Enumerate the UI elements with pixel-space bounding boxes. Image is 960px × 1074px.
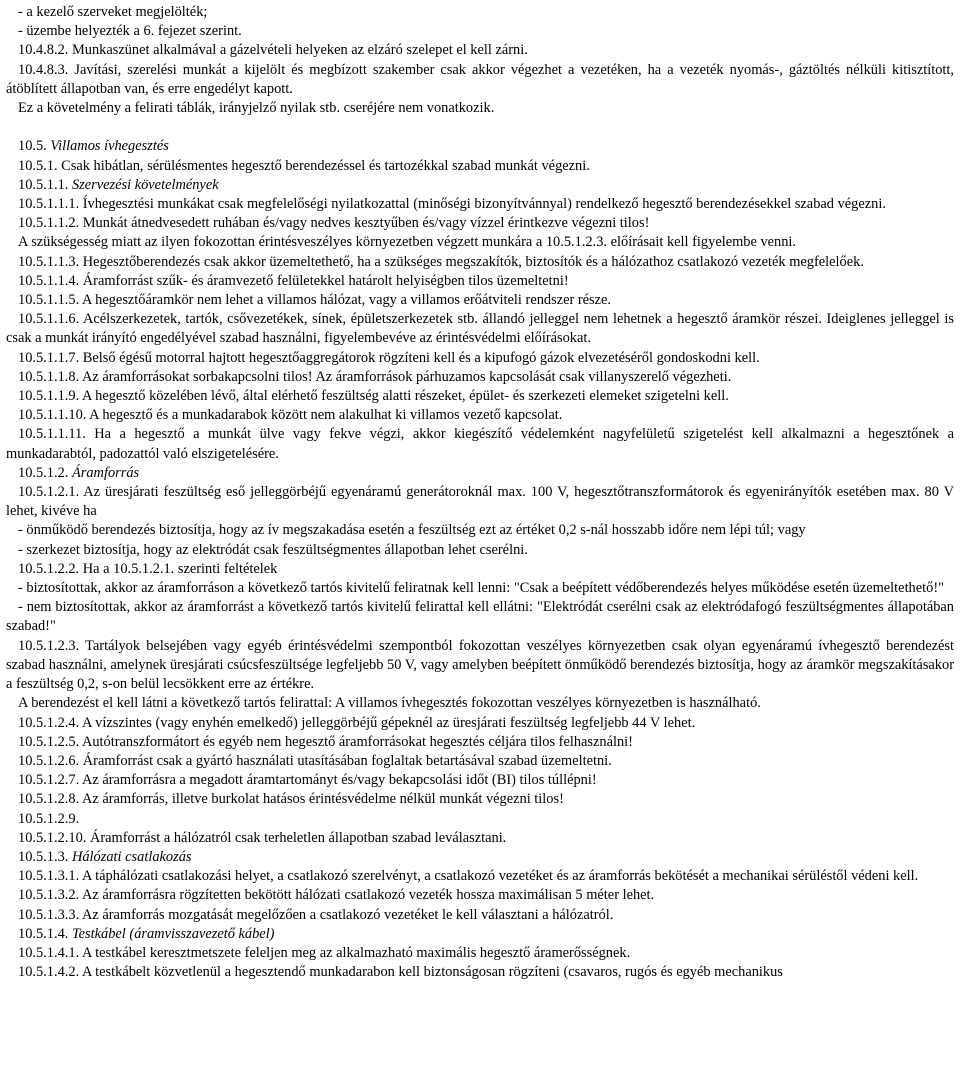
- paragraph-p25: - szerkezet biztosítja, hogy az elektródát csak feszültségmentes állapotban lehet cserélni.: [18, 541, 528, 558]
- section-number: 10.5.1.4.: [18, 925, 72, 942]
- paragraph-p35: 10.5.1.2.8. Az áramforrás, illetve burkolat hatásos érintésvédelme nélkül munkát végezni tilos!: [18, 791, 564, 808]
- paragraph-p37: 10.5.1.2.10. Áramforrást a hálózatról csak terheletlen állapotban szabad leválasztani.: [18, 829, 507, 846]
- paragraph-p17: 10.5.1.1.7. Belső égésű motorral hajtott hegesztőaggregátorok rögzíteni kell és a kipufogó gázok elvezetéséről gondoskodni kell.: [18, 349, 760, 366]
- paragraph-p28: - nem biztosítottak, akkor az áramforrást a következő tartós kivitelű felirattal kell ellátni: "Elektródát cserélni csak az elektródafogó feszültségmentes állapotában szabad!": [6, 599, 954, 635]
- paragraph-p36: 10.5.1.2.9.: [18, 810, 80, 827]
- paragraph-p13: 10.5.1.1.3. Hegesztőberendezés csak akkor üzemeltethető, ha a szükséges megszakítók, biztosítók és a hálózathoz csatlakozó vezeték megfelelőek.: [18, 253, 864, 270]
- paragraph-p8: 10.5.1. Csak hibátlan, sérülésmentes hegesztő berendezéssel és tartozékkal szabad munkát végezni.: [18, 157, 590, 174]
- section-title: Testkábel (áramvisszavezető kábel): [71, 925, 275, 942]
- paragraph-p27: - biztosítottak, akkor az áramforráson a következő tartós kivitelű feliratnak kell lenni: "Csak a beépített védőberendezés helyes működése esetén üzemeltethető!": [18, 580, 945, 597]
- section-number: 10.5.1.3.: [18, 848, 72, 865]
- paragraph-p18: 10.5.1.1.8. Az áramforrásokat sorbakapcsolni tilos! Az áramforrások párhuzamos kapcsolását csak villanyszerelő végezheti.: [18, 368, 732, 385]
- paragraph-p16: 10.5.1.1.6. Acélszerkezetek, tartók, csővezetékek, sínek, épületszerkezetek stb. állandó jelleggel nem lehetnek a hegesztő áramkör részei. Ideiglenes jelleggel is csak a munkát irányító engedélyével szabad használni, figyelembevéve az érintésvédelmi előírásokat.: [6, 311, 954, 347]
- paragraph-p32: 10.5.1.2.5. Autótranszformátort és egyéb nem hegesztő áramforrásokat hegesztés céljára tilos felhasználni!: [18, 733, 633, 750]
- paragraph-p19: 10.5.1.1.9. A hegesztő közelében lévő, által elérhető feszültség alatti részeket, épület- és szerkezeti elemeket szigetelni kell.: [18, 388, 729, 405]
- paragraph-p15: 10.5.1.1.5. A hegesztőáramkör nem lehet a villamos hálózat, vagy a villamos erőátviteli rendszer része.: [18, 292, 612, 309]
- section-number: 10.5.1.2.: [18, 464, 72, 481]
- section-title: Szervezési követelmények: [71, 176, 219, 193]
- section-title: Villamos ívhegesztés: [50, 138, 169, 155]
- paragraph-p44: 10.5.1.4.2. A testkábelt közvetlenül a hegesztendő munkadarabon kell biztonságosan rögzíteni (csavaros, rugós és egyéb mechanikus: [18, 964, 783, 981]
- section-title: Hálózati csatlakozás: [71, 848, 192, 865]
- section-heading-p42: [6, 925, 954, 944]
- paragraph-p4: 10.4.8.3. Javítási, szerelési munkát a kijelölt és megbízott szakember csak akkor végezhet a vezetéken, ha a vezeték nyomás-, gáztöltés nélküli kitisztított, átöblített állapotban van, és erre engedélyt kapott.: [6, 61, 954, 97]
- paragraph-p1: - a kezelő szerveket megjelölték;: [18, 4, 208, 20]
- section-heading-p38: [6, 848, 954, 867]
- paragraph-p26: 10.5.1.2.2. Ha a 10.5.1.2.1. szerinti feltételek: [18, 560, 278, 577]
- paragraph-p41: 10.5.1.3.3. Az áramforrás mozgatását megelőzően a csatlakozó vezetéket le kell választani a hálózatról.: [18, 906, 614, 923]
- section-number: 10.5.1.1.: [18, 176, 72, 193]
- paragraph-p2: - üzembe helyezték a 6. fejezet szerint.: [18, 23, 242, 40]
- paragraph-p14: 10.5.1.1.4. Áramforrást szűk- és áramvezető felületekkel határolt helyiségben tilos üzemeltetni!: [18, 272, 569, 289]
- paragraph-p3: 10.4.8.2. Munkaszünet alkalmával a gázelvételi helyeken az elzáró szelepet el kell zárni.: [18, 42, 528, 59]
- paragraph-p24: - önműködő berendezés biztosítja, hogy az ív megszakadása esetén a feszültség ezt az értéket 0,2 s-nál hosszabb időre nem lépi túl; vagy: [18, 522, 806, 539]
- paragraph-p40: 10.5.1.3.2. Az áramforrásra rögzítetten bekötött hálózati csatlakozó vezeték hossza maximálisan 5 méter lehet.: [18, 887, 655, 904]
- paragraph-p20: 10.5.1.1.10. A hegesztő és a munkadarabok között nem alakulhat ki villamos vezető kapcsolat.: [18, 407, 563, 424]
- paragraph-p30: A berendezést el kell látni a következő tartós felirattal: A villamos ívhegesztés fokozottan veszélyes környezetben is használható.: [18, 695, 761, 712]
- paragraph-p11: 10.5.1.1.2. Munkát átnedvesedett ruhában és/vagy nedves kesztyűben és/vagy vízzel érintkezve végezni tilos!: [18, 215, 650, 232]
- section-heading-p22: [6, 464, 954, 483]
- paragraph-p10: 10.5.1.1.1. Ívhegesztési munkákat csak megfelelőségi nyilatkozattal (minőségi bizonyítvánnyal) rendelkező hegesztő berendezésekkel szabad végezni.: [18, 196, 886, 213]
- paragraph-p23: 10.5.1.2.1. Az üresjárati feszültség eső jelleggörbéjű egyenáramú generátoroknál max. 100 V, hegesztőtranszformátorok és egyenirányítók esetében max. 80 V lehet, kivéve ha: [6, 484, 954, 520]
- paragraph-p5: Ez a követelmény a felirati táblák, irányjelző nyilak stb. cseréjére nem vonatkozik.: [18, 100, 495, 117]
- paragraph-p31: 10.5.1.2.4. A vízszintes (vagy enyhén emelkedő) jelleggörbéjű gépeknél az üresjárati feszültség legfeljebb 44 V lehet.: [18, 714, 696, 731]
- section-heading-p7: [6, 137, 954, 156]
- section-title: Áramforrás: [71, 464, 140, 481]
- paragraph-p6: [6, 118, 954, 137]
- paragraph-p33: 10.5.1.2.6. Áramforrást csak a gyártó használati utasításában foglaltak betartásával szabad üzemeltetni.: [18, 752, 612, 769]
- paragraph-p12: A szükségesség miatt az ilyen fokozottan érintésveszélyes környezetben végzett munkára a 10.5.1.2.3. előírásait kell figyelembe venni.: [18, 234, 797, 251]
- section-number: 10.5.: [18, 138, 51, 155]
- paragraph-p43: 10.5.1.4.1. A testkábel keresztmetszete feleljen meg az alkalmazható maximális hegesztő áramerősségnek.: [18, 944, 631, 961]
- paragraph-p21: 10.5.1.1.11. Ha a hegesztő a munkát ülve vagy fekve végzi, akkor kiegészítő védelemként nagyfelületű szigetelést kell alkalmazni a hegesztőnek a munkadarabtól, padozattól való elszigetelésére.: [6, 426, 954, 462]
- paragraph-p34: 10.5.1.2.7. Az áramforrásra a megadott áramtartományt és/vagy bekapcsolási időt (BI) tilos túllépni!: [18, 772, 597, 789]
- paragraph-p29: 10.5.1.2.3. Tartályok belsejében vagy egyéb érintésvédelmi szempontból fokozottan veszélyes környezetben csak olyan egyenáramú ívhegesztő berendezést szabad használni, amelynek üresjárati csúcsfeszültsége legfeljebb 50 V, vagy amelyben beépített önműködő berendezés biztosítja, hogy az áramkör megszakításakor a feszültség 0,2, s-on belül lecsökkent erre az értékre.: [6, 637, 954, 693]
- section-heading-p9: [6, 176, 954, 195]
- paragraph-p39: 10.5.1.3.1. A táphálózati csatlakozási helyet, a csatlakozó szerelvényt, a csatlakozó vezetéket és az áramforrás bekötését a mechanikai sérüléstől védeni kell.: [18, 868, 919, 885]
